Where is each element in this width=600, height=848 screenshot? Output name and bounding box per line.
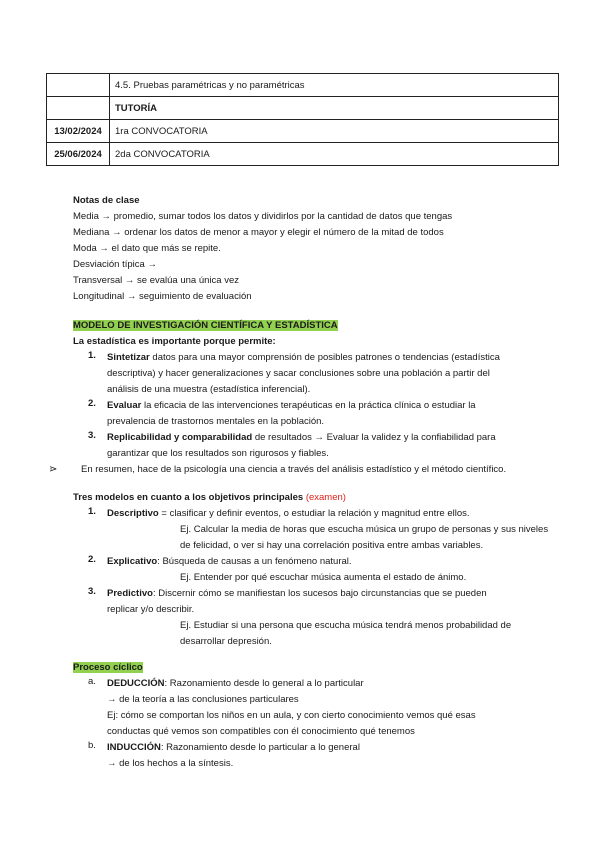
item-number: 1.	[88, 506, 96, 517]
topic-cell: TUTORÍA	[110, 97, 559, 120]
note-line: Transversal → se evalúa una única vez	[73, 275, 239, 286]
item-text: conductas qué vemos son compatibles con él conocimiento qué tenemos	[107, 726, 415, 737]
item-text: replicar y/o describir.	[107, 604, 195, 615]
item-text: : Discernir cómo se manifiestan los sucesos bajo circunstancias que se pueden	[152, 588, 487, 599]
list-item	[73, 586, 573, 650]
item-text: → de la teoría a las conclusiones particulares	[107, 694, 299, 705]
item-term: INDUCCIÓN	[107, 742, 161, 753]
item-term: DEDUCCIÓN	[107, 678, 165, 689]
note-line: Media → promedio, sumar todos los datos y dividirlos por la cantidad de datos que tengas	[73, 211, 453, 222]
item-text: : Búsqueda de causas a un fenómeno natural.	[157, 556, 352, 567]
ordered-list	[73, 350, 573, 462]
item-text: : Razonamiento desde lo particular a lo general	[160, 742, 360, 753]
item-number: 3.	[88, 586, 96, 597]
item-term: Sintetizar	[107, 352, 150, 363]
topic-cell: 2da CONVOCATORIA	[110, 143, 559, 166]
item-letter: a.	[88, 676, 96, 687]
table-row	[47, 120, 559, 143]
table-row	[47, 97, 559, 120]
schedule-table	[46, 73, 559, 166]
section-heading: MODELO DE INVESTIGACIÓN CIENTÍFICA Y ESTADÍSTICA	[73, 320, 338, 331]
example-line: Ej. Estudiar si una persona que escucha música tendrá menos probabilidad de	[180, 620, 512, 631]
example-line: Ej. Calcular la media de horas que escucha música un grupo de personas y sus niveles	[180, 524, 549, 535]
summary-text: En resumen, hace de la psicología una ciencia a través del análisis estadístico y el método científico.	[81, 464, 507, 475]
item-number: 1.	[88, 350, 96, 361]
research-model-section	[49, 318, 573, 478]
item-letter: b.	[88, 740, 96, 751]
list-item	[73, 430, 573, 462]
item-text: = clasificar y definir eventos, o estudiar la relación y magnitud entre ellos.	[158, 508, 470, 519]
item-text: → de los hechos a la síntesis.	[107, 758, 234, 769]
cycle-section	[73, 660, 573, 772]
item-number: 3.	[88, 430, 96, 441]
list-item	[73, 740, 573, 772]
example-line: desarrollar depresión.	[180, 636, 272, 647]
item-text: la eficacia de las intervenciones terapéuticas en la práctica clínica o estudiar la	[141, 400, 476, 411]
section-heading: Proceso cíclico	[73, 662, 143, 673]
date-cell: 25/06/2024	[47, 143, 110, 166]
item-text: descriptiva) y hacer generalizaciones y sacar conclusiones sobre una población a partir del	[107, 368, 490, 379]
example-line: de felicidad, o ver si hay una correlación positiva entre ambas variables.	[180, 540, 484, 551]
notes-title: Notas de clase	[73, 195, 140, 206]
three-models-section	[73, 490, 573, 650]
item-number: 2.	[88, 554, 96, 565]
date-cell	[47, 97, 110, 120]
section-heading: Tres modelos en cuanto a los objetivos principales	[73, 492, 306, 503]
class-notes	[73, 193, 573, 305]
list-item	[73, 554, 573, 586]
table-row	[47, 143, 559, 166]
item-text: : Razonamiento desde lo general a lo particular	[164, 678, 364, 689]
item-text: prevalencia de trastornos mentales en la población.	[107, 416, 325, 427]
note-line: Desviación típica →	[73, 259, 157, 270]
example-line: Ej. Entender por qué escuchar música aumenta el estado de ánimo.	[180, 572, 467, 583]
list-item	[73, 676, 573, 740]
list-item	[73, 506, 573, 554]
ordered-list	[73, 676, 573, 772]
section-subheading: La estadística es importante porque permite:	[73, 336, 276, 347]
note-line: Mediana → ordenar los datos de menor a mayor y elegir el número de la mitad de todos	[73, 227, 444, 238]
item-text: Ej: cómo se comportan los niños en un aula, y con cierto conocimiento vemos qué esas	[107, 710, 476, 721]
item-term: Descriptivo	[107, 508, 159, 519]
table-row	[47, 74, 559, 97]
item-text: análisis de una muestra (estadística inferencial).	[107, 384, 311, 395]
arrow-bullet-icon: ⋗	[49, 464, 58, 475]
date-cell: 13/02/2024	[47, 120, 110, 143]
item-term: Explicativo	[107, 556, 158, 567]
item-text: garantizar que los resultados son rigurosos y fiables.	[107, 448, 329, 459]
date-cell	[47, 74, 110, 97]
item-number: 2.	[88, 398, 96, 409]
list-item	[73, 350, 573, 398]
item-term: Predictivo	[107, 588, 153, 599]
topic-cell: 4.5. Pruebas paramétricas y no paramétricas	[110, 74, 559, 97]
summary-line	[49, 462, 573, 478]
item-text: de resultados → Evaluar la validez y la confiabilidad para	[252, 432, 496, 443]
note-line: Longitudinal → seguimiento de evaluación	[73, 291, 252, 302]
item-text: datos para una mayor comprensión de posibles patrones o tendencias (estadística	[149, 352, 500, 363]
note-line: Moda → el dato que más se repite.	[73, 243, 221, 254]
exam-tag: (examen)	[305, 492, 346, 503]
item-term: Replicabilidad y comparabilidad	[107, 432, 253, 443]
ordered-list	[73, 506, 573, 650]
item-term: Evaluar	[107, 400, 142, 411]
list-item	[73, 398, 573, 430]
topic-cell: 1ra CONVOCATORIA	[110, 120, 559, 143]
